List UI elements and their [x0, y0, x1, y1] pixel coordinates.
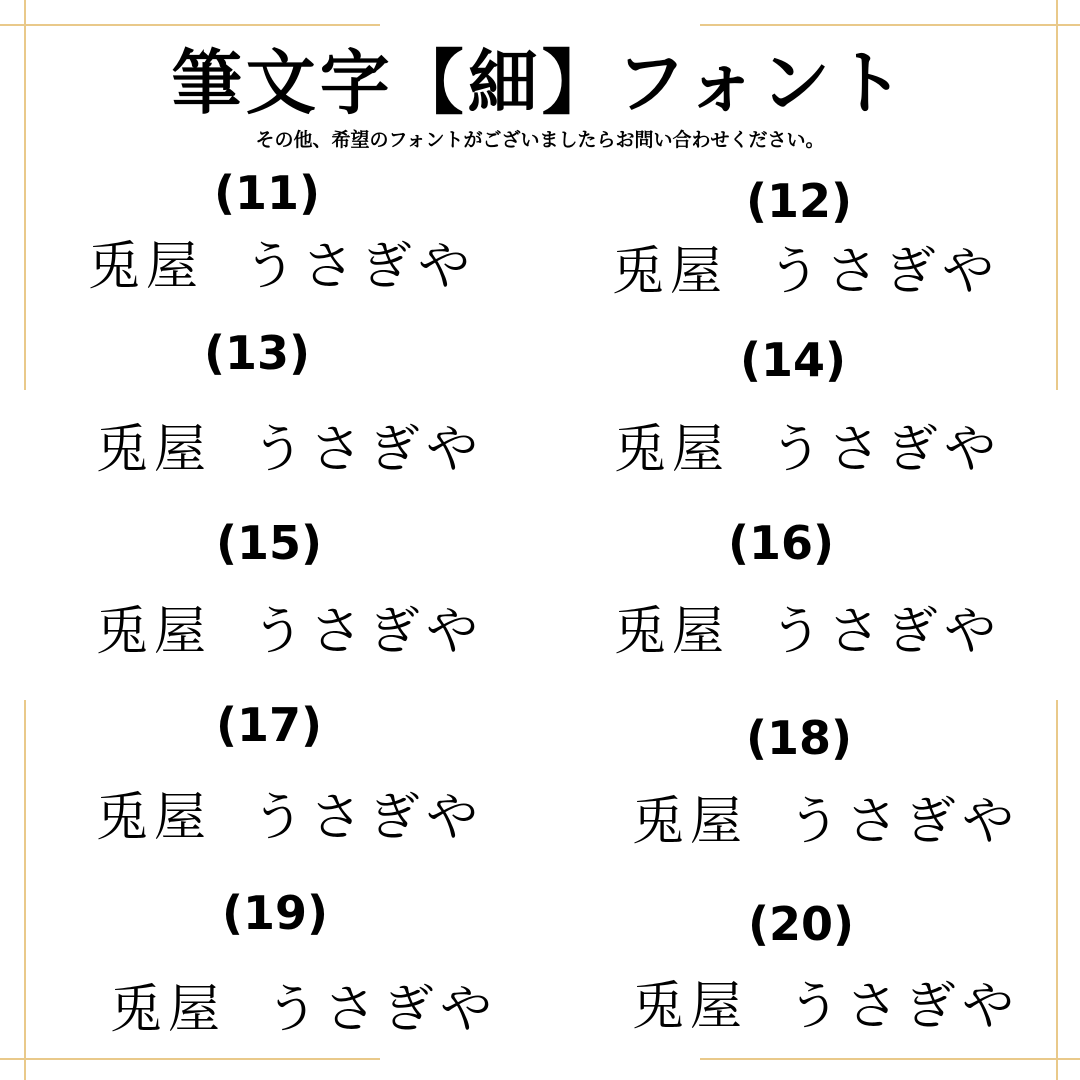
- sample-number: (12): [746, 174, 853, 228]
- page-subtitle: その他、希望のフォントがございましたらお問い合わせください。: [255, 129, 825, 151]
- sample-text: [614, 418, 1002, 482]
- frame-line-bottom-left: [0, 1058, 380, 1060]
- sample-text: [88, 235, 476, 299]
- sample-number: (14): [740, 333, 847, 387]
- sample-kana: うさぎや: [244, 237, 477, 297]
- frame-line-top-right: [700, 24, 1080, 26]
- sample-kana: うさぎや: [768, 242, 1001, 302]
- sample-number: (17): [216, 698, 323, 752]
- sample-kanji: 兎屋: [110, 980, 227, 1040]
- frame-line-left-lower: [24, 700, 26, 1080]
- sample-kana: うさぎや: [266, 980, 499, 1040]
- frame-line-bottom-right: [700, 1058, 1080, 1060]
- sample-text: [614, 600, 1002, 664]
- sample-text: [96, 418, 484, 482]
- sample-number: (11): [214, 166, 321, 220]
- sample-kanji: 兎屋: [612, 242, 729, 302]
- sample-text: [632, 790, 1020, 854]
- sample-kana: うさぎや: [788, 977, 1021, 1037]
- sample-number: (15): [216, 516, 323, 570]
- sample-text: [632, 975, 1020, 1039]
- sample-kanji: 兎屋: [632, 792, 749, 852]
- sample-kana: うさぎや: [770, 602, 1003, 662]
- sample-text: [96, 786, 484, 850]
- sample-kana: うさぎや: [252, 420, 485, 480]
- page-title: 筆文字【細】フォント: [171, 42, 909, 124]
- sample-number: (13): [204, 326, 311, 380]
- sample-text: [110, 978, 498, 1042]
- sample-kana: うさぎや: [252, 788, 485, 848]
- sample-number: (18): [746, 711, 853, 765]
- sample-kanji: 兎屋: [96, 788, 213, 848]
- sample-kanji: 兎屋: [614, 420, 731, 480]
- sample-kana: うさぎや: [788, 792, 1021, 852]
- sample-kanji: 兎屋: [614, 602, 731, 662]
- frame-line-top-left: [0, 24, 380, 26]
- sample-kana: うさぎや: [770, 420, 1003, 480]
- sample-kanji: 兎屋: [632, 977, 749, 1037]
- sample-number: (16): [728, 516, 835, 570]
- sample-kanji: 兎屋: [96, 420, 213, 480]
- sample-number: (20): [748, 897, 855, 951]
- sample-kana: うさぎや: [252, 602, 485, 662]
- sample-text: [612, 240, 1000, 304]
- sample-kanji: 兎屋: [96, 602, 213, 662]
- sample-kanji: 兎屋: [88, 237, 205, 297]
- sample-number: (19): [222, 886, 329, 940]
- frame-line-right-lower: [1056, 700, 1058, 1080]
- sample-text: [96, 600, 484, 664]
